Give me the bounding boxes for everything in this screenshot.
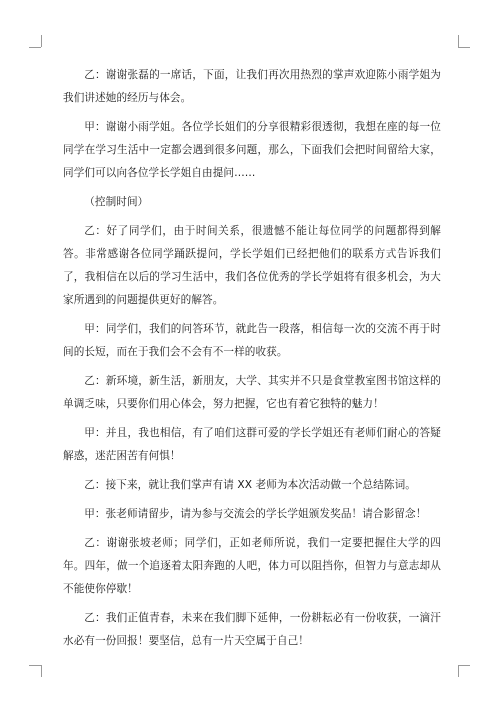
paragraph: 甲：同学们，我们的问答环节，就此告一段落，相信每一次的交流不再于时间的长短，而在于我们会不会有不一样的收获。 xyxy=(63,323,441,358)
paragraph: 乙：我们正值青春，未来在我们脚下延伸，一份耕耘必有一份收获，一滴汗水必有一份回报！要坚信，总有一片天空属于自己！ xyxy=(63,612,441,647)
paragraph: 乙：谢谢张坡老师；同学们，正如老师所说，我们一定要把握住大学的四年。四年，做一个追逐着太阳奔跑的人吧，体力可以阻挡你，但智力与意志却从不能使你停歇！ xyxy=(63,537,441,595)
paragraph: （控制时间） xyxy=(84,196,149,208)
paragraph: 乙：谢谢张磊的一席话，下面，让我们再次用热烈的掌声欢迎陈小雨学姐为我们讲述她的经历与体会。 xyxy=(63,69,441,104)
document-body xyxy=(63,64,441,659)
paragraph: 甲：张老师请留步，请为参与交流会的学长学姐颁发奖品！请合影留念！ xyxy=(84,508,427,520)
paragraph: 甲：谢谢小雨学姐。各位学长姐们的分享很精彩很透彻，我想在座的每一位同学在学习生活中一定都会遇到很多问题，那么，下面我们会把时间留给大家，同学们可以向各位学长学姐自由提问…… xyxy=(63,121,441,179)
paragraph: 乙：好了同学们，由于时间关系，很遗憾不能让每位同学的问题都得到解答。非常感谢各位同学踊跃提问，学长学姐们已经把他们的联系方式告诉我们了，我相信在以后的学习生活中，我们各位优秀的学长学姐将有很多机会，为大家所遇到的问题提供更好的解答。 xyxy=(63,225,441,306)
paragraph: 甲：并且，我也相信，有了咱们这群可爱的学长学姐还有老师们耐心的答疑解惑，迷茫困苦有何惧！ xyxy=(63,427,441,462)
paragraph: 乙：接下来，就让我们掌声有请 XX 老师为本次活动做一个总结陈词。 xyxy=(84,479,416,491)
paragraph: 乙：新环境，新生活，新朋友，大学、其实并不只是食堂教室图书馆这样的单调乏味，只要你们用心体会，努力把握，它也有着它独特的魅力！ xyxy=(63,375,441,410)
